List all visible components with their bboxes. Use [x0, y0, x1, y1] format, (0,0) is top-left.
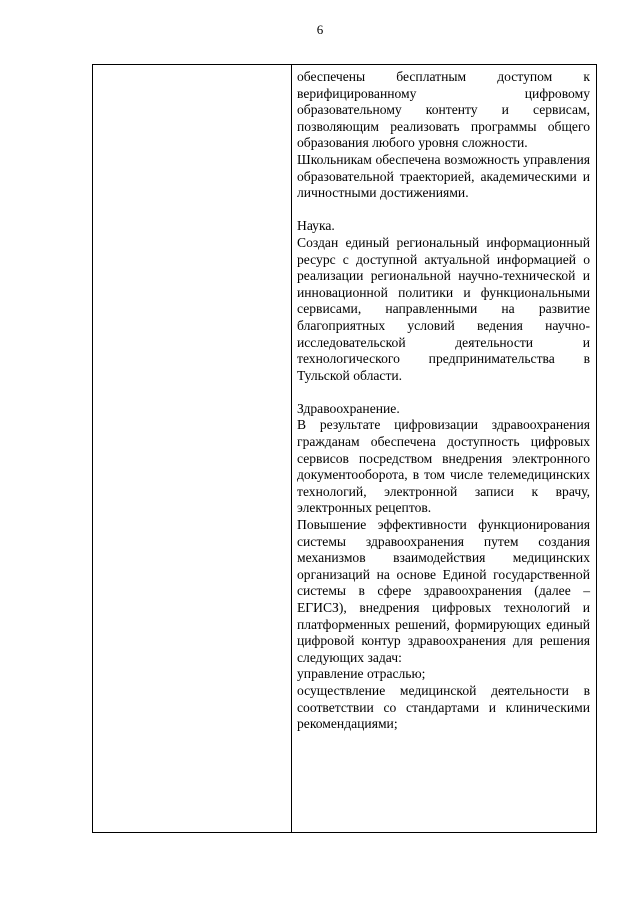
education-paragraph-1: обеспечены бесплатным доступом к верифицированному цифровому образовательному контенту и сервисам, позволяющим реализовать программы общего образования любого уровня сложности. — [297, 69, 590, 151]
left-empty-cell — [93, 65, 292, 833]
health-list-item-1: управление отраслью; — [297, 666, 426, 682]
paragraph-gap — [297, 202, 590, 219]
health-paragraph-2: Повышение эффективности функционирования системы здравоохранения путем создания механизмов взаимодействия медицинских организаций на основе Единой государственной системы в сфере здравоохранения (далее – ЕГИСЗ), внедрения цифровых технологий и платформенных решений, формирующих единый цифровой контур здравоохранения для решения следующих задач: — [297, 517, 590, 665]
health-heading: Здравоохранение. — [297, 400, 400, 416]
right-text-cell — [292, 65, 597, 833]
table-row — [93, 65, 597, 833]
page-number: 6 — [316, 22, 324, 37]
science-heading: Наука. — [297, 218, 335, 234]
content-table — [92, 64, 597, 833]
paragraph-gap — [297, 384, 590, 401]
health-paragraph-1: В результате цифровизации здравоохранения гражданам обеспечена доступность цифровых сервисов посредством внедрения электронного документооборота, в том числе телемедицинских технологий, электронной записи к врачу, электронных рецептов. — [297, 417, 590, 516]
health-list-item-2: осуществление медицинской деятельности в соответствии со стандартами и клиническими рекомендациями; — [297, 682, 590, 732]
education-paragraph-2: Школьникам обеспечена возможность управления образовательной траекторией, академическими и личностными достижениями. — [297, 151, 590, 201]
science-paragraph: Создан единый региональный информационный ресурс с доступной актуальной информацией о реализации региональной научно-технической и инновационной политики и функциональными сервисами, направленными на развитие благоприятных условий ведения научно-исследовательской деятельности и технологического предпринимательства в Тульской области. — [297, 234, 590, 383]
